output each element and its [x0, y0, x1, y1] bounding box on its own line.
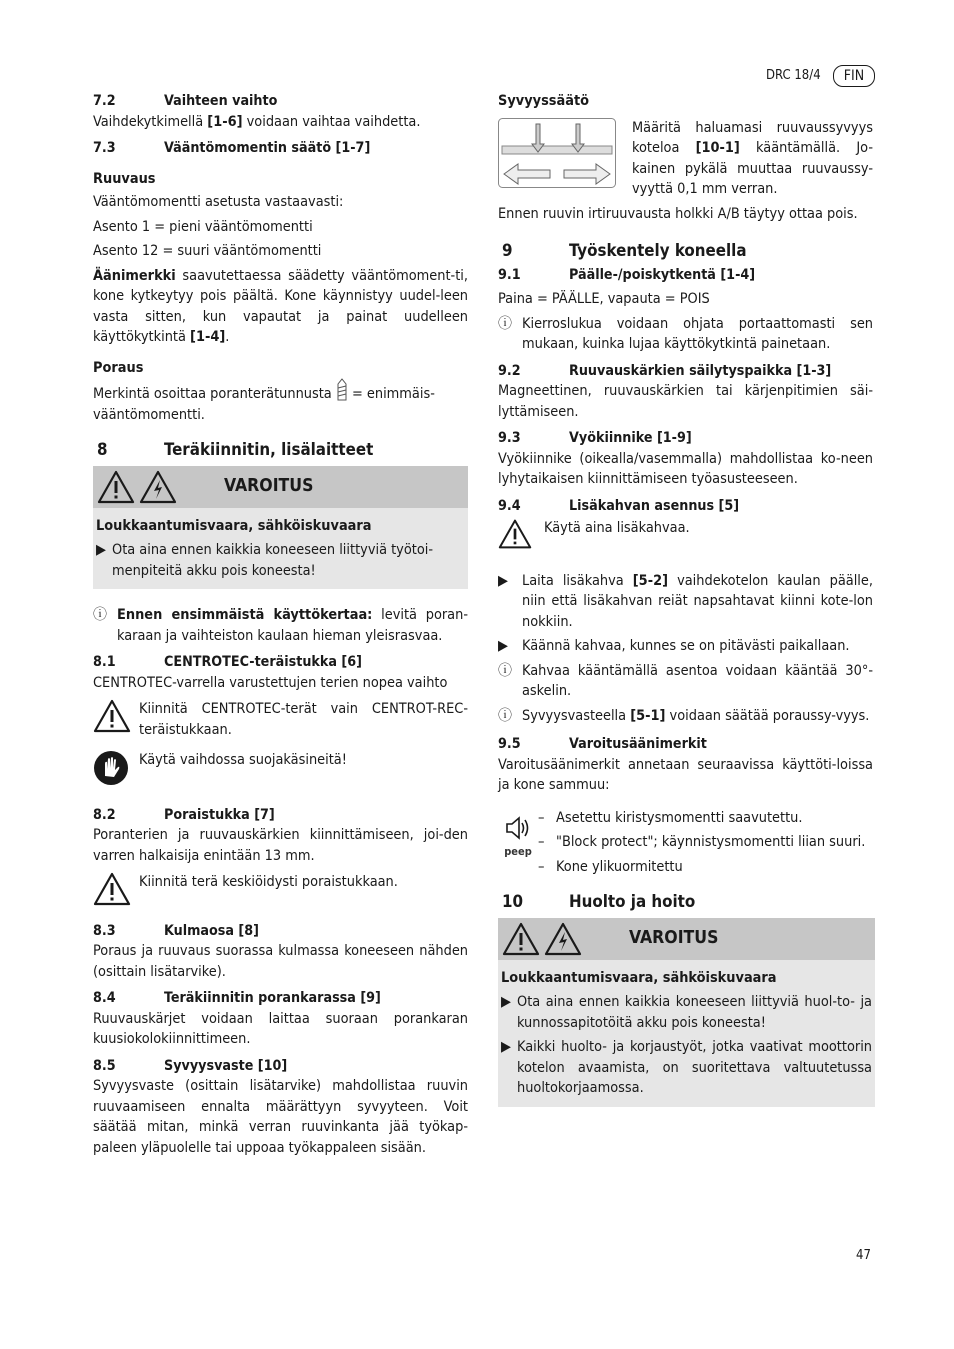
- section-9-heading: 9 Työskentely koneella: [502, 240, 747, 260]
- section-8-2-heading: 8.2 Poraistukka [7]: [93, 806, 275, 823]
- section-8-3-heading: 8.3 Kulmaosa [8]: [93, 922, 259, 939]
- bullet-arrow-icon: ▶: [96, 542, 106, 558]
- warning-triangle-icon: [93, 872, 131, 906]
- section-8-1-heading: 8.1 CENTROTEC-teräistukka [6]: [93, 654, 362, 670]
- syvyyssaato-heading: Syvyyssäätö: [498, 93, 590, 109]
- section-9-3-text: Vyökiinnike (oikealla/vasemmalla) mahdollistaa ko-neen lyhytaikaisen kiinnittämiseen työasusteeseen.: [498, 450, 873, 487]
- bullet-arrow-icon: ▶: [501, 994, 511, 1010]
- section-7-2-text: Vaihdekytkimellä [1-6] voidaan vaihtaa vaihdetta.: [93, 113, 421, 130]
- ruuvaus-heading: Ruuvaus: [93, 170, 156, 187]
- ruuvaus-line-3: Asento 12 = suuri vääntömomentti: [93, 243, 322, 259]
- right-column: [498, 88, 873, 1119]
- info-icon: ⓘ: [498, 315, 512, 332]
- warning-triangle-icon: [93, 699, 131, 733]
- section-9-2-text: Magneettinen, ruuvauskärkien tai kärjenpitimien säi-lyttämiseen.: [498, 383, 873, 420]
- warning-sound-item: – "Block protect"; käynnistysmomentti liian suuri.: [538, 834, 866, 850]
- section-8-2-text: Poranterien ja ruuvauskärkien kiinnittämiseen, joi-den varren halkaisija enintään 13 mm.: [93, 827, 468, 864]
- section-9-1-info: ⓘ Kierroslukua voidaan ohjata portaattomasti sen mukaan, kuinka lujaa käyttökytkintä painetaan.: [498, 314, 873, 355]
- section-9-4-step-2: ▶ Käännä kahvaa, kunnes se on pitävästi paikallaan.: [498, 636, 873, 657]
- section-8-5-text: Syvyysvaste (osittain lisätarvike) mahdollistaa ruuvin ruuvaamiseen ennalta määrättyyn syvyyteen. Voit säätää mitan, minkä verran ruuvinkanta jää työkap-paleen yläpuolelle tai uppoaa työkappaleen sisään.: [93, 1078, 468, 1156]
- warning-item: ▶ Ota aina ennen kaikkia koneeseen liittyviä huol-to- ja kunnossapitotöitä akku pois koneesta!: [501, 992, 872, 1033]
- poraus-text: Merkintä osoittaa poranterätunnusta = enimmäis-vääntömomentti.: [93, 378, 468, 425]
- section-9-2-heading: 9.2 Ruuvauskärkien säilytyspaikka [1-3]: [498, 362, 832, 379]
- section-8-1-text: CENTROTEC-varrella varustettujen terien nopea vaihto: [93, 674, 448, 691]
- info-icon: ⓘ: [498, 662, 512, 679]
- syvyyssaato-text: Määritä haluamasi ruuvaussyvyys koteloa [10-1] kääntämällä. Jo-kainen pykälä muuttaa ruuvaussy-vyyttä 0,1 mm verran.: [632, 119, 873, 197]
- warning-item: ▶ Kaikki huolto- ja korjaustyöt, jotka vaativat moottorin kotelon avaamista, on suoritettava valtuutetussa huoltokorjaamossa.: [501, 1037, 872, 1099]
- section-8-4-text: Ruuvauskärjet voidaan laittaa suoraan porankaran kuusiokolokiinnittimeen.: [93, 1010, 468, 1047]
- bullet-arrow-icon: ▶: [498, 572, 508, 589]
- electric-shock-icon: [139, 470, 177, 504]
- warning-sound-item: – Kone ylikuormitettu: [538, 858, 683, 875]
- warning-label: VAROITUS: [629, 928, 719, 949]
- section-9-4-heading: 9.4 Lisäkahvan asennus [5]: [498, 497, 740, 514]
- depth-adjust-figure: [498, 118, 616, 188]
- speaker-block: [498, 808, 538, 878]
- section-8-3-text: Poraus ja ruuvaus suorassa kulmassa koneeseen nähden (osittain lisätarvike).: [93, 943, 468, 980]
- section-9-4-info-1: ⓘ Kahvaa kääntämällä asentoa voidaan kääntää 30°-askelin.: [498, 661, 873, 702]
- warning-box-8: [93, 466, 468, 590]
- poraus-heading: Poraus: [93, 359, 144, 376]
- section-8-5-heading: 8.5 Syvyysvaste [10]: [93, 1057, 288, 1074]
- section-7-3-heading: 7.3 Vääntömomentin säätö [1-7]: [93, 140, 371, 156]
- section-7-2-heading: 7.2 Vaihteen vaihto: [93, 93, 278, 109]
- section-9-5-heading: 9.5 Varoitusäänimerkit: [498, 736, 707, 752]
- first-use-note: ⓘ Ennen ensimmäistä käyttökertaa: levitä poran-karaan ja vaihteiston kaulaan hieman yleisrasvaa.: [93, 605, 468, 646]
- warning-item: ▶ Ota aina ennen kaikkia koneeseen liittyviä työtoi-menpiteitä akku pois koneesta!: [96, 540, 465, 581]
- section-10-heading: 10 Huolto ja hoito: [502, 891, 696, 911]
- section-8-4-heading: 8.4 Teräkiinnitin porankarassa [9]: [93, 990, 381, 1006]
- left-column: [93, 88, 468, 1158]
- ruuvaus-line-2: Asento 1 = pieni vääntömomentti: [93, 218, 313, 235]
- ruuvaus-text: Äänimerkki saavutettaessa säädetty vääntömoment-ti, kone kytkeytyy pois päältä. Kone käynnistyy uudel-leen vasta sitten, kun vapautat ja painat uudelleen käyttökytkintä [1-4].: [93, 267, 468, 345]
- ruuvaus-line-1: Vääntömomentti asetusta vastaavasti:: [93, 194, 344, 210]
- section-9-4-step-1: ▶ Laita lisäkahva [5-2] vaihdekotelon kaulan päälle, niin että lisäkahvan reiät napsahtavat kiinni kote-lon nokkiin.: [498, 571, 873, 633]
- section-9-5-text: Varoitusäänimerkit annetaan seuraavissa käyttöti-loissa ja kone sammuu:: [498, 756, 873, 793]
- section-9-1-heading: 9.1 Päälle-/poiskytkentä [1-4]: [498, 266, 756, 283]
- section-9-3-heading: 9.3 Vyökiinnike [1-9]: [498, 430, 692, 446]
- gloves-note: Käytä vaihdossa suojakäsineitä!: [93, 750, 468, 793]
- language-badge: FIN: [833, 65, 875, 87]
- warning-header: [93, 466, 468, 508]
- bullet-arrow-icon: ▶: [501, 1039, 511, 1055]
- depth-adjust-block: [498, 118, 873, 200]
- warning-box-10: [498, 918, 875, 1107]
- warning-triangle-icon: [97, 470, 135, 504]
- section-9-4-info-2: ⓘ Syvyysvasteella [5-1] voidaan säätää poraussy-vyys.: [498, 706, 873, 727]
- section-9-1-text: Paina = PÄÄLLE, vapauta = POIS: [498, 291, 710, 307]
- section-8-2-warning: Kiinnitä terä keskiöidysti poraistukkaan.: [93, 872, 468, 913]
- model-label: DRC 18/4: [766, 68, 821, 83]
- page-number: 47: [856, 1248, 871, 1263]
- warning-title: Loukkaantumisvaara, sähköiskuvaara: [501, 969, 777, 986]
- section-9-4-warning: Käytä aina lisäkahvaa.: [498, 518, 873, 557]
- info-icon: ⓘ: [498, 707, 512, 724]
- warning-sounds: [498, 808, 873, 878]
- warning-sound-item: – Asetettu kiristysmomentti saavutettu.: [538, 809, 803, 826]
- info-icon: ⓘ: [93, 607, 107, 623]
- warning-label: VAROITUS: [224, 476, 314, 497]
- section-8-1-warning: Kiinnitä CENTROTEC-terät vain CENTROT-REC-teräistukkaan.: [93, 699, 468, 740]
- peep-label: peep: [504, 845, 532, 858]
- warning-title: Loukkaantumisvaara, sähköiskuvaara: [96, 517, 372, 534]
- warning-triangle-icon: [498, 518, 532, 550]
- section-8-heading: 8 Teräkiinnitin, lisälaitteet: [97, 439, 374, 459]
- bullet-arrow-icon: ▶: [498, 638, 508, 654]
- electric-shock-icon: [544, 922, 582, 956]
- warning-header: [498, 918, 875, 960]
- drill-bit-icon: [336, 378, 348, 402]
- gloves-icon: [93, 750, 129, 786]
- warning-triangle-icon: [502, 922, 540, 956]
- syvyyssaato-note: Ennen ruuvin irtiruuvausta holkki A/B täytyy ottaa pois.: [498, 205, 858, 222]
- speaker-icon: [504, 816, 532, 840]
